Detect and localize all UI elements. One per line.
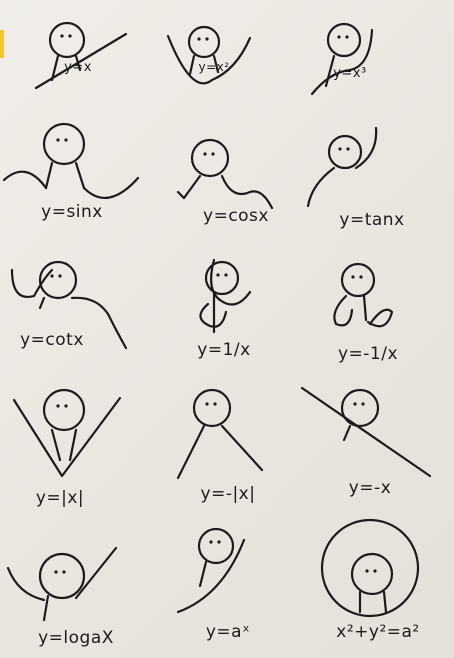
- label-sine: y=sinx: [41, 202, 103, 222]
- figure-exponential: [178, 529, 244, 612]
- label-exponential: y=aˣ: [205, 622, 251, 642]
- label-quadratic: y=x²: [198, 60, 230, 74]
- figure-neg-reciprocal: [334, 264, 392, 326]
- figure-cosine: [178, 140, 272, 208]
- figure-log: [8, 548, 116, 620]
- label-linear: y=x: [64, 60, 92, 75]
- figure-reciprocal: [200, 260, 250, 332]
- label-circle: x²+y²=a²: [336, 622, 420, 642]
- figure-neg-linear: [302, 388, 430, 476]
- label-cosine: y=cosx: [203, 206, 269, 226]
- label-neg-linear: y=-x: [348, 478, 392, 498]
- figure-quadratic: [168, 27, 250, 83]
- figure-cubic: [312, 24, 372, 94]
- figure-linear: [36, 23, 126, 88]
- label-cotangent: y=cotx: [20, 330, 84, 350]
- label-cubic: y=x³: [333, 66, 367, 81]
- figure-tangent: [308, 128, 376, 206]
- label-log: y=logaX: [38, 628, 114, 648]
- figure-circle: [322, 520, 418, 616]
- label-tangent: y=tanx: [339, 210, 405, 230]
- figure-sine: [4, 124, 138, 198]
- figure-abs: [14, 390, 120, 476]
- label-neg-reciprocal: y=-1/x: [337, 344, 399, 364]
- figure-neg-abs: [178, 390, 262, 478]
- label-neg-abs: y=-|x|: [200, 484, 256, 504]
- label-reciprocal: y=1/x: [197, 340, 251, 360]
- label-abs: y=|x|: [35, 488, 85, 508]
